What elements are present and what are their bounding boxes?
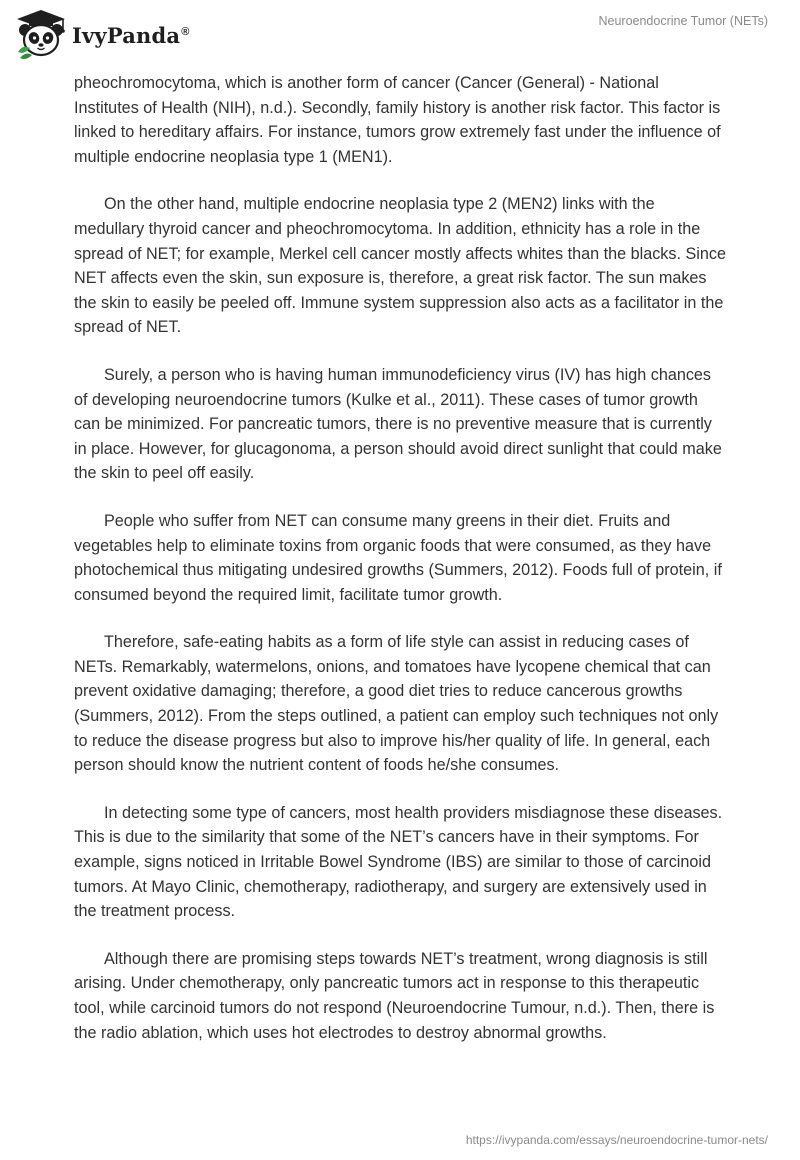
panda-graduate-icon xyxy=(14,8,68,60)
paragraph: pheochromocytoma, which is another form of cancer (Cancer (General) - National Institutes of Health (NIH), n.d.). Secondly, family history is another risk factor. This factor is linked to hereditary affairs. For instance, tumors grow extremely fast under the influence of multiple endocrine neoplasia type 1 (MEN1). xyxy=(74,74,721,166)
paragraph: People who suffer from NET can consume many greens in their diet. Fruits and vegetables help to eliminate toxins from organic foods that were consumed, as they have photochemical thus mitigating undesired growths (Summers, 2012). Foods full of protein, if consumed beyond the required limit, facilitate tumor growth. xyxy=(74,511,722,604)
paragraph: Although there are promising steps towards NET’s treatment, wrong diagnosis is still arising. Under chemotherapy, only pancreatic tumors act in response to this therapeutic tool, while carcinoid tumors do not respond (Neuroendocrine Tumour, n.d.). Then, there is the radio ablation, which uses hot electrodes to destroy abnormal growths. xyxy=(74,949,715,1042)
source-url[interactable]: https://ivypanda.com/essays/neuroendocrine-tumor-nets/ xyxy=(465,1133,768,1147)
document-title: Neuroendocrine Tumor (NETs) xyxy=(598,14,768,28)
brand-logo[interactable] xyxy=(14,8,190,60)
paragraph: On the other hand, multiple endocrine neoplasia type 2 (MEN2) links with the medullary thyroid cancer and pheochromocytoma. In addition, ethnicity has a role in the spread of NET; for example, Merkel cell cancer mostly affects whites than the blacks. Since NET affects even the skin, sun exposure is, therefore, a great risk factor. The sun makes the skin to easily be peeled off. Immune system suppression also acts as a facilitator in the spread of NET. xyxy=(74,195,726,337)
page-header xyxy=(0,0,800,70)
essay-body xyxy=(74,71,728,1068)
brand-name: IvyPanda® xyxy=(72,22,190,48)
registered-mark: ® xyxy=(181,25,190,38)
paragraph: In detecting some type of cancers, most health providers misdiagnose these diseases. This is due to the similarity that some of the NET’s cancers have in their symptoms. For example, signs noticed in Irritable Bowel Syndrome (IBS) are similar to those of carcinoid tumors. At Mayo Clinic, chemotherapy, radiotherapy, and surgery are extensively used in the treatment process. xyxy=(74,803,723,921)
paragraph: Surely, a person who is having human immunodeficiency virus (IV) has high chances of developing neuroendocrine tumors (Kulke et al., 2011). These cases of tumor growth can be minimized. For pancreatic tumors, there is no preventive measure that is currently in place. However, for glucagonoma, a person should avoid direct sunlight that could make the skin to peel off easily. xyxy=(74,365,722,483)
paragraph: Therefore, safe-eating habits as a form of life style can assist in reducing cases of NETs. Remarkably, watermelons, onions, and tomatoes have lycopene chemical that can prevent oxidative damaging; therefore, a good diet tries to reduce cancerous growths (Summers, 2012). From the steps outlined, a patient can employ such techniques not only to reduce the disease progress but also to improve his/her quality of life. In general, each person should know the nutrient content of foods he/she consumes. xyxy=(74,633,719,775)
